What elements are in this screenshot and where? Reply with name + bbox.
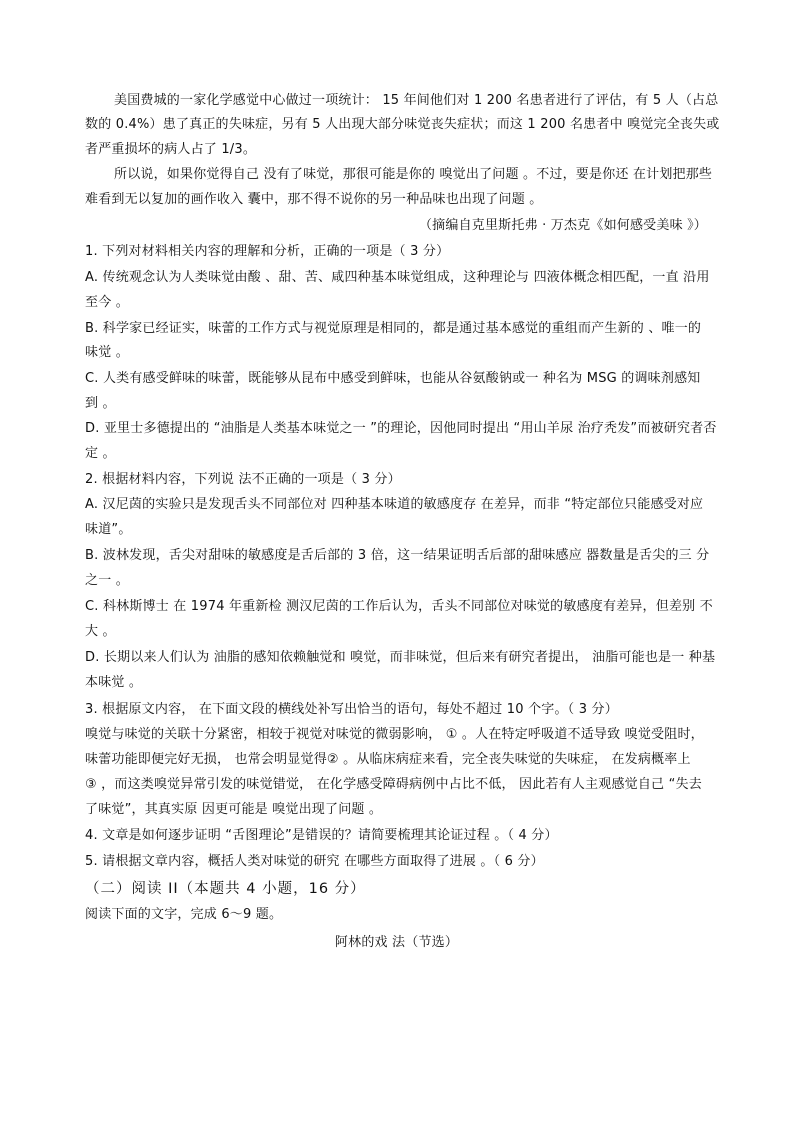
question-5: 5. 请根据文章内容，概括人类对味觉的研究 在哪些方面取得了进展 。（ 6 分） (85, 854, 544, 869)
question-1-stem: 1. 下列对材料相关内容的理解和分析，正确的一项是（ 3 分） (85, 244, 450, 259)
question-4: 4. 文章是如何逐步证明 “舌图理论”是错误的？请简要梳理其论证过程 。（ 4 分） (85, 828, 558, 843)
question-1-option-a-cont: 至今 。 (85, 295, 129, 310)
question-2-option-a-cont: 味道”。 (85, 522, 132, 537)
question-3-text: 嗅觉与味觉的关联十分紧密，相较于视觉对味觉的微弱影响， ① 。人在特定呼吸道不适导致 嗅觉受阻时， (85, 727, 704, 742)
reading-title: 阿林的戏 法（节选） (334, 935, 459, 950)
question-2-option-b-cont: 之一 。 (85, 573, 129, 588)
question-1-option-c: C. 人类有感受鲜味的味蕾，既能够从昆布中感受到鲜味，也能从谷氨酸钠或一 种名为 MSG 的调味剂感知 (85, 371, 701, 386)
question-3-text: 了味觉”，其真实原 因更可能是 嗅觉出现了问题 。 (85, 802, 383, 817)
passage-line: 者严重损坏的病人占了 1/3。 (85, 142, 257, 157)
question-1-option-b: B. 科学家已经证实，味蕾的工作方式与视觉原理是相同的，都是通过基本感觉的重组而产生新的 、唯一的 (85, 321, 702, 336)
question-2-stem: 2. 根据材料内容，下列说 法不正确的一项是（ 3 分） (85, 472, 401, 487)
passage-line: 所以说，如果你觉得自己 没有了味觉，那很可能是你的 嗅觉出了问题 。不过，要是你还 在计划把那些 (114, 167, 713, 182)
question-1-option-d: D. 亚里士多德提出的 “油脂是人类基本味觉之一 ”的理论，因他同时提出 “用山羊尿 治疗秃发”而被研究者否 (85, 421, 717, 436)
question-2-option-c: C. 科林斯博士 在 1974 年重新检 测汉尼茵的工作后认为，舌头不同部位对味觉的敏感度有差异，但差别 不 (85, 599, 713, 614)
question-2-option-c-cont: 大 。 (85, 624, 116, 639)
section-heading: （二）阅读 II（本题共 4 小题，16 分） (85, 881, 366, 897)
source-citation: （摘编自克里斯托弗 · 万杰克《如何感受美味 》） (418, 218, 707, 233)
passage-line: 美国费城的一家化学感觉中心做过一项统计： 15 年间他们对 1 200 名患者进行了评估，有 5 人（占总 (114, 93, 719, 108)
question-1-option-d-cont: 定 。 (85, 446, 116, 461)
passage-line: 数的 0.4%）患了真正的失味症，另有 5 人出现大部分味觉丧失症状；而这 1 200 名患者中 嗅觉完全丧失或 (85, 117, 720, 132)
question-3-stem: 3. 根据原文内容， 在下面文段的横线处补写出恰当的语句，每处不超过 10 个字。（ 3 分） (85, 702, 618, 717)
question-2-option-d: D. 长期以来人们认为 油脂的感知依赖触觉和 嗅觉，而非味觉，但后来有研究者提出， 油脂可能也是一 种基 (85, 650, 716, 665)
question-3-text: 味蕾功能即便完好无损， 也常会明显觉得② 。从临床病症来看，完全丧失味觉的失味症， 在发病概率上 (85, 752, 691, 767)
question-2-option-a: A. 汉尼茵的实验只是发现舌头不同部位对 四种基本味道的敏感度存 在差异，而非 “特定部位只能感受对应 (85, 497, 704, 512)
question-1-option-c-cont: 到 。 (85, 396, 116, 411)
question-1-option-a: A. 传统观念认为人类味觉由酸 、甜、苦、咸四种基本味觉组成，这种理论与 四液体概念相匹配，一直 沿用 (85, 270, 710, 285)
question-2-option-d-cont: 本味觉 。 (85, 675, 143, 690)
question-2-option-b: B. 波林发现，舌尖对甜味的敏感度是舌后部的 3 倍，这一结果证明舌后部的甜味感应 器数量是舌尖的三 分 (85, 548, 710, 563)
question-1-option-b-cont: 味觉 。 (85, 345, 129, 360)
passage-line: 难看到无以复加的画作收入 囊中，那不得不说你的另一种品味也出现了问题 。 (85, 192, 543, 207)
section-instruction: 阅读下面的文字，完成 6～9 题。 (85, 907, 283, 922)
question-3-text: ③ ，而这类嗅觉异常引发的味觉错觉， 在化学感受障碍病例中占比不低， 因此若有人主观感觉自己 “失去 (85, 777, 702, 792)
